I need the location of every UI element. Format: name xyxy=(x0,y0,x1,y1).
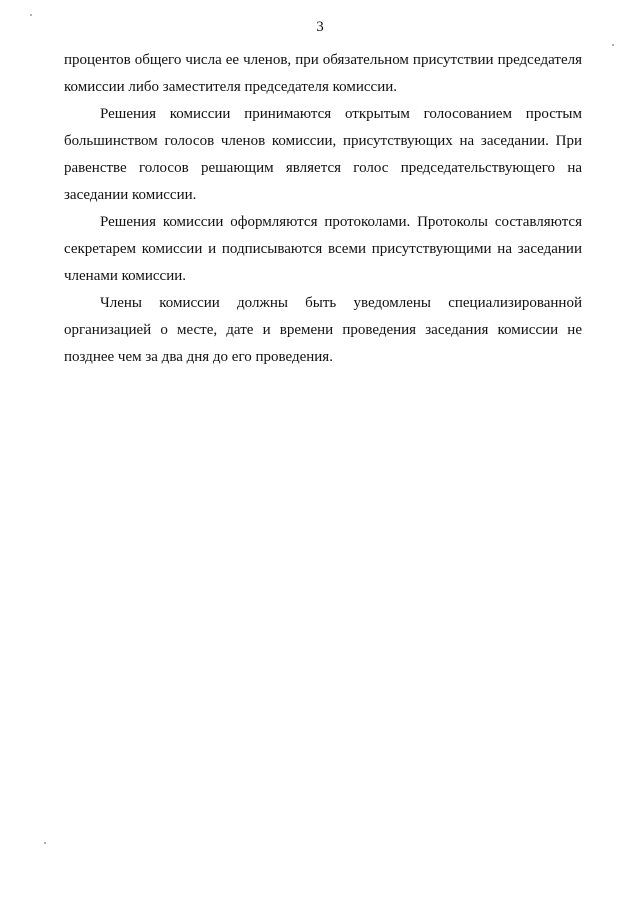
document-body xyxy=(64,47,582,371)
paragraph: Члены комиссии должны быть уведомлены специализированной организацией о месте, дате и времени проведения заседания комиссии не позднее чем за два дня до его проведения. xyxy=(64,295,582,365)
scan-artifact xyxy=(612,44,614,46)
scan-artifact xyxy=(30,14,32,16)
paragraph: процентов общего числа ее членов, при обязательном присутствии председателя комиссии либо заместителя председателя комиссии. xyxy=(64,52,582,95)
scan-artifact xyxy=(44,842,46,844)
paragraph: Решения комиссии принимаются открытым голосованием простым большинством голосов членов комиссии, присутствующих на заседании. При равенстве голосов решающим является голос председательствующего на заседании комиссии. xyxy=(64,106,582,203)
paragraph: Решения комиссии оформляются протоколами. Протоколы составляются секретарем комиссии и подписываются всеми присутствующими на заседании членами комиссии. xyxy=(64,214,582,284)
page-number: 3 xyxy=(316,19,324,35)
